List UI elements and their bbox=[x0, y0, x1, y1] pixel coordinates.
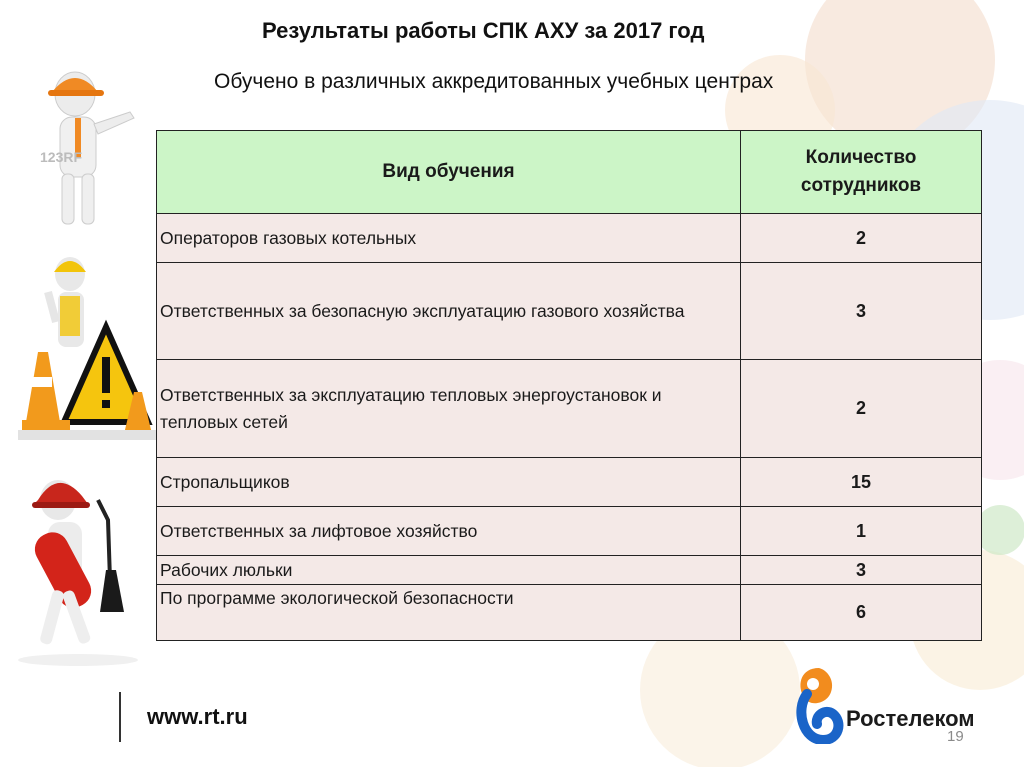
row-label: Рабочих люльки bbox=[157, 556, 741, 585]
row-label: Стропальщиков bbox=[157, 458, 741, 507]
firefighter-extinguisher-icon bbox=[8, 460, 148, 670]
svg-text:123RF: 123RF bbox=[40, 149, 83, 165]
row-label: Ответственных за эксплуатацию тепловых энергоустановок и тепловых сетей bbox=[157, 360, 741, 458]
column-header-training-type: Вид обучения bbox=[157, 131, 741, 214]
row-label: Операторов газовых котельных bbox=[157, 214, 741, 263]
table-row bbox=[157, 507, 982, 556]
row-value: 3 bbox=[741, 263, 982, 360]
column-header-employee-count bbox=[741, 131, 982, 214]
row-value: 3 bbox=[741, 556, 982, 585]
worker-with-hardhat-icon bbox=[30, 62, 170, 242]
footer-website-link[interactable]: www.rt.ru bbox=[147, 704, 248, 729]
row-value: 1 bbox=[741, 507, 982, 556]
footer-divider bbox=[119, 692, 121, 742]
row-label: Ответственных за лифтовое хозяйство bbox=[157, 507, 741, 556]
table-row bbox=[157, 360, 982, 458]
table-row bbox=[157, 458, 982, 507]
row-value: 6 bbox=[741, 585, 982, 641]
page-title: Результаты работы СПК АХУ за 2017 год bbox=[262, 18, 705, 43]
rostelecom-logo-icon bbox=[793, 664, 845, 744]
table-row bbox=[157, 585, 982, 641]
page-subtitle: Обучено в различных аккредитованных учебных центрах bbox=[214, 70, 774, 93]
row-value: 2 bbox=[741, 214, 982, 263]
table-row bbox=[157, 556, 982, 585]
table-header-row bbox=[157, 131, 982, 214]
row-label: По программе экологической безопасности bbox=[157, 585, 741, 641]
table-row bbox=[157, 214, 982, 263]
column-header-employee-count-text: Количество сотрудников bbox=[800, 147, 922, 196]
row-label: Ответственных за безопасную эксплуатацию газового хозяйства bbox=[157, 263, 741, 360]
row-value: 2 bbox=[741, 360, 982, 458]
page-number: 19 bbox=[947, 728, 964, 745]
brand-name: Ростелеком bbox=[846, 706, 975, 731]
warning-sign-worker-icon bbox=[18, 252, 158, 452]
training-table bbox=[156, 130, 982, 641]
table-row bbox=[157, 263, 982, 360]
row-value: 15 bbox=[741, 458, 982, 507]
